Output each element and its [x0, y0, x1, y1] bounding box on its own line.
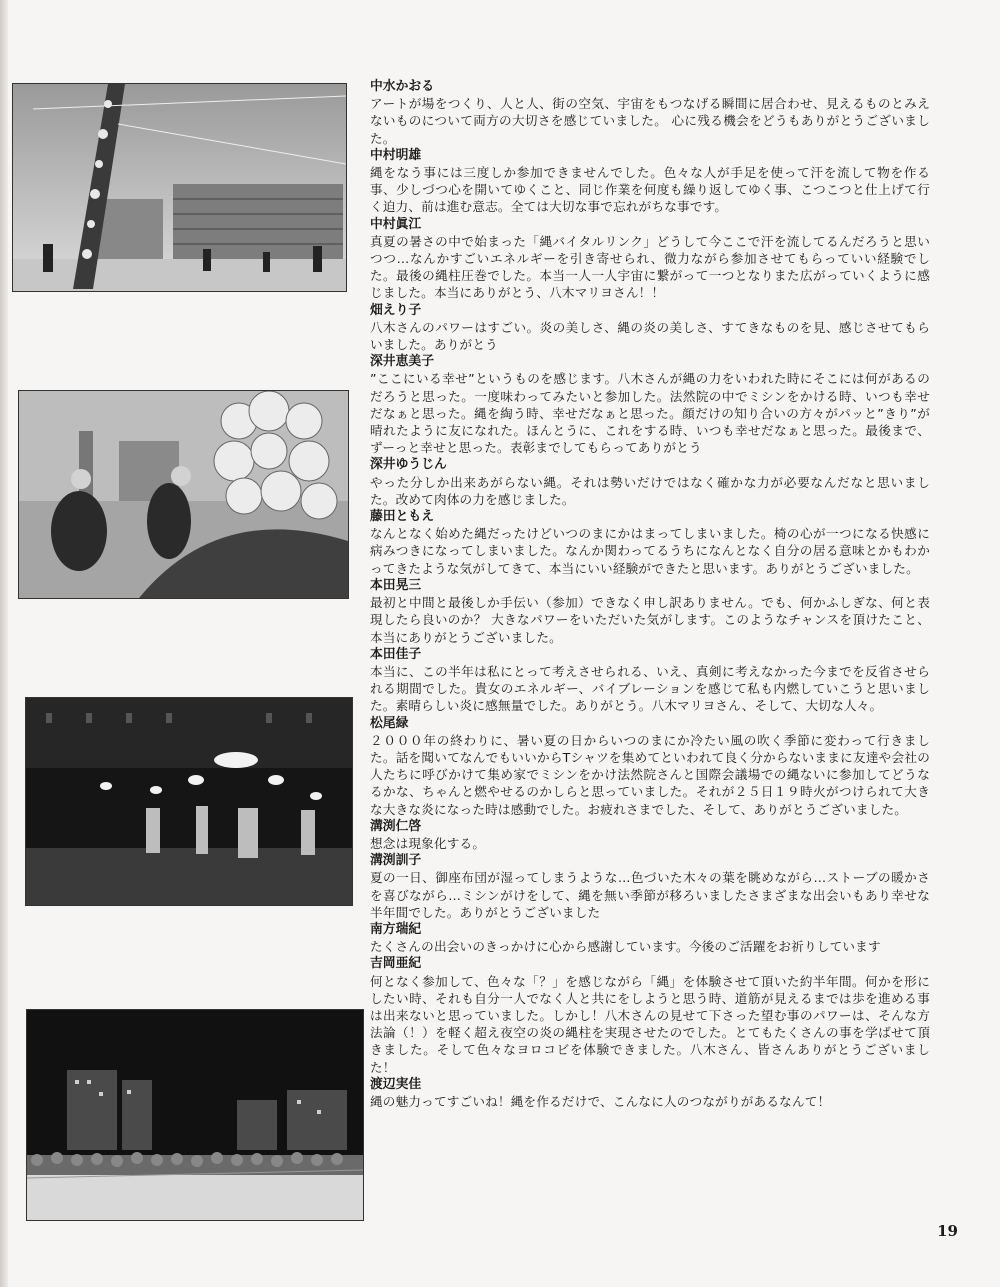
entry: [370, 508, 930, 577]
entry: [370, 852, 930, 921]
photo-rope-pillar-street: [12, 83, 347, 292]
photo-pushing-rope-mound: [18, 390, 349, 599]
entry-name: 本田晃三: [370, 577, 422, 593]
page-edge: [0, 0, 8, 1287]
entry-text: 最初と中間と最後しか手伝い（参加）できなく申し訳ありません。でも、何かふしぎな、何と表現したら良いのか？ 大きなパワーをいただいた気がします。このようなチャンスを頂けたこと、本当にありがとうございました。: [370, 595, 930, 645]
entry-name: 中水かおる: [370, 79, 434, 94]
entry-text: ２０００年の終わりに、暑い夏の日からいつのまにか冷たい風の吹く季節に変わって行きました。話を聞いてなんでもいいからTシャツを集めてといわれて良く分からないままに友達や会社の人たちに呼びかけて集め家でミシンをかけ法然院さんと国際会議場での縄ないに参加してどうなるかな、ちゃんと燃やせるのかしらと思っていました。それが２５日１９時火がつけられて大きな大きな炎になった時は感動でした。お疲れさまでした、そして、ありがとうございました。: [370, 732, 930, 817]
entry: [370, 78, 930, 147]
entry: [370, 456, 930, 508]
photo-crowd-night-plaza: [26, 1009, 364, 1221]
entry-text: 何となく参加して、色々な「？」を感じながら「縄」を体験させて頂いた約半年間。何かを形にしたい時、それも自分一人でなく人と共にをしようと思う時、道筋が見えるまでは歩を進める事は出来ないと思っていました。しかし！八木さんの見せて下さった望む事のパワーは、そんな方法論（！）を軽く超え夜空の炎の縄柱を実現させたのでした。とてもたくさんの事を学ばせて頂きました。そして色々なヨロコビを体験できました。八木さん、皆さんありがとうございました！: [370, 973, 930, 1075]
entry-text: 本当に、この半年は私にとって考えさせられる、いえ、真剣に考えなかった今までを反省させられる期間でした。貴女のエネルギー、バイブレーションを感じて私も内燃していこうと思いました。素晴らしい炎に感無量でした。ありがとう。八木マリヨさん、そして、大切な人々。: [370, 663, 930, 714]
entry-name: 吉岡亜紀: [370, 956, 422, 972]
entry-name: 畑えり子: [370, 302, 422, 318]
entry: [370, 302, 930, 354]
entry-name: 溝渕訓子: [370, 853, 422, 869]
entry: [370, 646, 930, 715]
entry-text: やった分しか出来あがらない縄。それは勢いだけではなく確かな力が必要なんだなと思いました。改めて肉体の力を感じました。: [370, 474, 930, 507]
entry-text: 夏の一日、御座布団が湿ってしまうような…色づいた木々の葉を眺めながら…ストーブの暖かさを喜びながら…ミシンがけをして、縄を無い季節が移ろいましたさまざまな出会いもあり幸せな半年間でした。ありがとうございました: [370, 870, 930, 920]
comments-column: [370, 78, 930, 1110]
entry-name: 南方瑞紀: [370, 921, 422, 937]
photo-fire-torches-night: [25, 697, 353, 906]
entry-text: 真夏の暑さの中で始まった「縄バイタルリンク」どうして今ここで汗を流してるんだろうと思いつつ…なんかすごいエネルギーを引き寄せられ、微力ながら参加させてもらっていい経験でした。最後の縄柱圧巻でした。本当一人一人宇宙に繋がって一つとなりまた広がっていくように感じました。本当にありがとう、八木マリヨさん！！: [370, 233, 930, 301]
entry-name: 渡辺実佳: [370, 1076, 422, 1092]
entry-name: 溝渕仁啓: [370, 818, 422, 834]
entry-text: 縄をなう事には三度しか参加できませんでした。色々な人が手足を使って汗を流して物を作る事、少しづつ心を開いてゆくこと、同じ作業を何度も繰り返してゆく事、こつこつと仕上げて行く迫力、前は進む意志。全ては大切な事で忘れがちな事です。: [370, 165, 930, 215]
entry-text: なんとなく始めた縄だったけどいつのまにかはまってしまいました。椅の心が一つになる快感に病みつきになってしまいました。なんか関わってるうちになんとなく自分の居る意味とかもわかってきたような気がしてきて、本当にいい経験ができたと思います。ありがとうございました。: [370, 526, 930, 576]
page-number: 19: [937, 1222, 958, 1240]
entry: [370, 1076, 930, 1110]
entry: [370, 353, 930, 456]
entry-text: 八木さんのパワーはすごい。炎の美しさ、縄の炎の美しさ、すてきなものを見、感じさせてもらいました。ありがとう: [370, 319, 930, 353]
entry-name: 深井ゆうじん: [370, 457, 447, 473]
entry-name: 中村明雄: [370, 147, 422, 163]
entry: [370, 955, 930, 1075]
entry-text: 想念は現象化する。: [370, 835, 486, 851]
entry-text: 縄の魅力ってすごいね！縄を作るだけで、こんなに人のつながりがあるなんて！: [370, 1093, 831, 1109]
entry: [370, 818, 930, 852]
entry-name: 本田佳子: [370, 646, 422, 662]
entry: [370, 921, 930, 955]
entry-text: ”ここにいる幸せ”というものを感じます。八木さんが縄の力をいわれた時にそこには何があるのだろうと思った。一度味わってみたいと参加した。法然院の中でミシンをかける時、いつも幸せだなぁと思った。縄を綯う時、幸せだなぁと思った。顔だけの知り合いの方々がパッと”きり”が晴れたように友になれた。ほんとうに、これをする時、いつも幸せだなぁと思った。最後まで、ずーっと幸せと思った。表彰までしてもらってありがとう: [370, 371, 930, 456]
entry-text: たくさんの出会いのきっかけに心から感謝しています。今後のご活躍をお祈りしています: [370, 939, 881, 955]
entry-name: 藤田ともえ: [370, 509, 434, 525]
entry: [370, 147, 930, 216]
entry-name: 中村眞江: [370, 216, 422, 232]
entry: [370, 715, 930, 818]
entry-name: 松尾緑: [370, 715, 409, 731]
entry: [370, 216, 930, 302]
entry: [370, 577, 930, 646]
entry-text: アートが場をつくり、人と人、街の空気、宇宙をもつなげる瞬間に居合わせ、見えるものとみえないものについて両方の大切さを感じていました。 心に残る機会をどうもありがとうございました。: [370, 96, 930, 146]
entry-name: 深井恵美子: [370, 354, 434, 370]
